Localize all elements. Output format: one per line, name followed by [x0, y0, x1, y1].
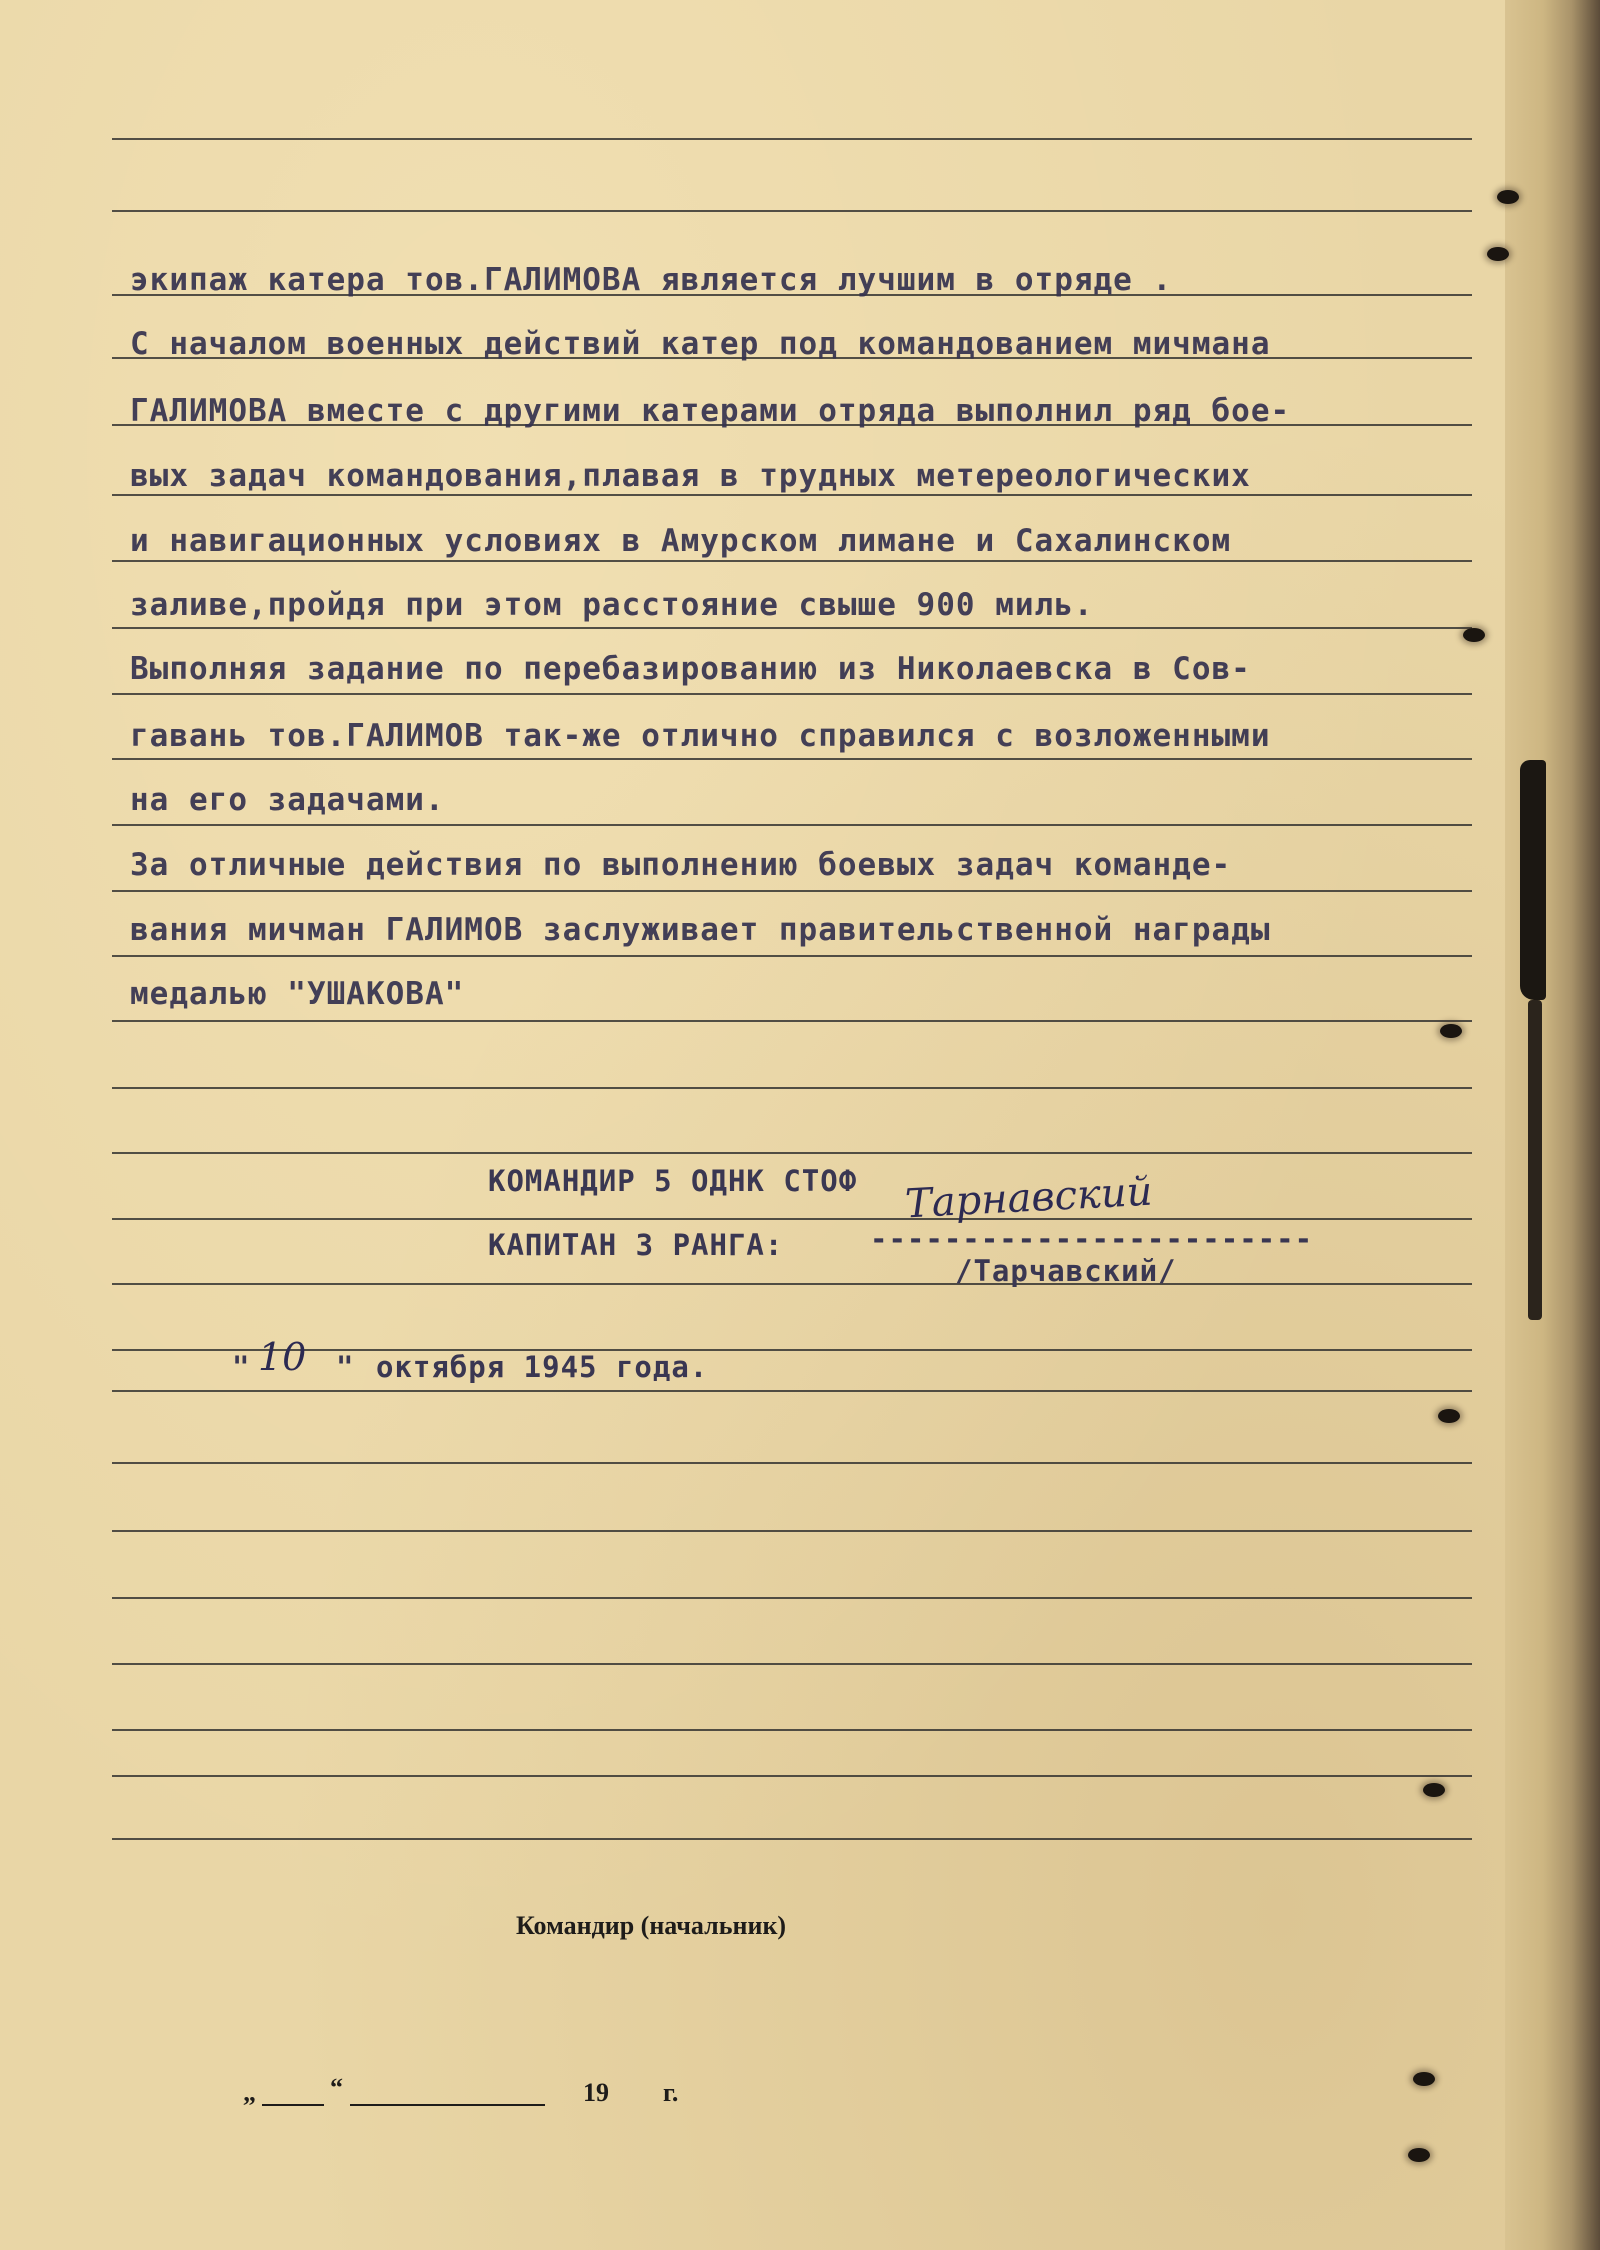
- ruled-line: [112, 1597, 1472, 1599]
- ruled-line: [112, 1838, 1472, 1840]
- binding-hole: [1440, 1024, 1462, 1038]
- binding-hole: [1463, 628, 1485, 642]
- ruled-line: [112, 1349, 1472, 1351]
- ruled-line: [112, 1775, 1472, 1777]
- ruled-line: [112, 1283, 1472, 1285]
- binding-hole: [1487, 247, 1509, 261]
- date-day-blank: [262, 2104, 324, 2106]
- ruled-line: [112, 1462, 1472, 1464]
- body-line: экипаж катера тов.ГАЛИМОВА является лучшим в отряде .: [130, 262, 1173, 298]
- ruled-line: [112, 494, 1472, 496]
- ruled-line: [112, 1020, 1472, 1022]
- date-close-quote: ": [336, 1350, 355, 1384]
- signature-underline: ------------------------: [870, 1222, 1314, 1256]
- ruled-line: [112, 1530, 1472, 1532]
- ruled-line: [112, 955, 1472, 957]
- binding-hole: [1497, 190, 1519, 204]
- body-line: на его задачами.: [130, 782, 445, 818]
- ruled-line: [112, 1390, 1472, 1392]
- body-line: ГАЛИМОВА вместе с другими катерами отряда выполнил ряд бое-: [130, 393, 1291, 429]
- ruled-line: [112, 1729, 1472, 1731]
- body-line: вых задач командования,плавая в трудных метереологических: [130, 458, 1251, 494]
- page-edge-shadow: [1505, 0, 1600, 2250]
- signer-name: /Тарчавский/: [955, 1254, 1177, 1288]
- body-line: медалью "УШАКОВА": [130, 976, 465, 1012]
- ruled-line: [112, 1663, 1472, 1665]
- body-line: вания мичман ГАЛИМОВ заслуживает правительственной награды: [130, 912, 1271, 948]
- date-open-quote: ": [232, 1350, 251, 1384]
- handwritten-signature: Тарнавский: [903, 1168, 1154, 1228]
- ruled-line: [112, 1152, 1472, 1154]
- binding-hole: [1413, 2072, 1435, 2086]
- torn-fold-lower: [1528, 1000, 1542, 1320]
- date-template-year: 19: [583, 2078, 609, 2107]
- date-rest: октября 1945 года.: [376, 1350, 709, 1384]
- binding-hole: [1408, 2148, 1430, 2162]
- ruled-line: [112, 1087, 1472, 1089]
- ruled-line: [112, 1218, 1472, 1220]
- body-line: и навигационных условиях в Амурском лимане и Сахалинском: [130, 523, 1232, 559]
- date-template-mid: “: [330, 2073, 343, 2102]
- ruled-line: [112, 560, 1472, 562]
- body-line: заливе,пройдя при этом расстояние свыше 900 миль.: [130, 587, 1094, 623]
- date-month-blank: [350, 2104, 545, 2106]
- ruled-line: [112, 138, 1472, 140]
- date-template-open: „: [243, 2078, 256, 2107]
- torn-fold: [1520, 760, 1546, 1000]
- date-template-suffix: г.: [663, 2078, 679, 2107]
- body-line: Выполняя задание по перебазированию из Николаевска в Сов-: [130, 651, 1251, 687]
- ruled-line: [112, 824, 1472, 826]
- body-line: гавань тов.ГАЛИМОВ так-же отлично справился с возложенными: [130, 718, 1271, 754]
- ruled-line: [112, 627, 1472, 629]
- commander-label: Командир (начальник): [516, 1911, 787, 1940]
- body-line: За отличные действия по выполнению боевых задач команде-: [130, 847, 1232, 883]
- date-day: 10: [258, 1335, 307, 1379]
- ruled-line: [112, 890, 1472, 892]
- commander-line: КОМАНДИР 5 ОДНК СТОФ: [488, 1164, 858, 1198]
- ruled-line: [112, 693, 1472, 695]
- rank-line: КАПИТАН 3 РАНГА:: [488, 1228, 784, 1262]
- ruled-line: [112, 210, 1472, 212]
- ruled-line: [112, 758, 1472, 760]
- binding-hole: [1438, 1409, 1460, 1423]
- body-line: С началом военных действий катер под командованием мичмана: [130, 326, 1271, 362]
- binding-hole: [1423, 1783, 1445, 1797]
